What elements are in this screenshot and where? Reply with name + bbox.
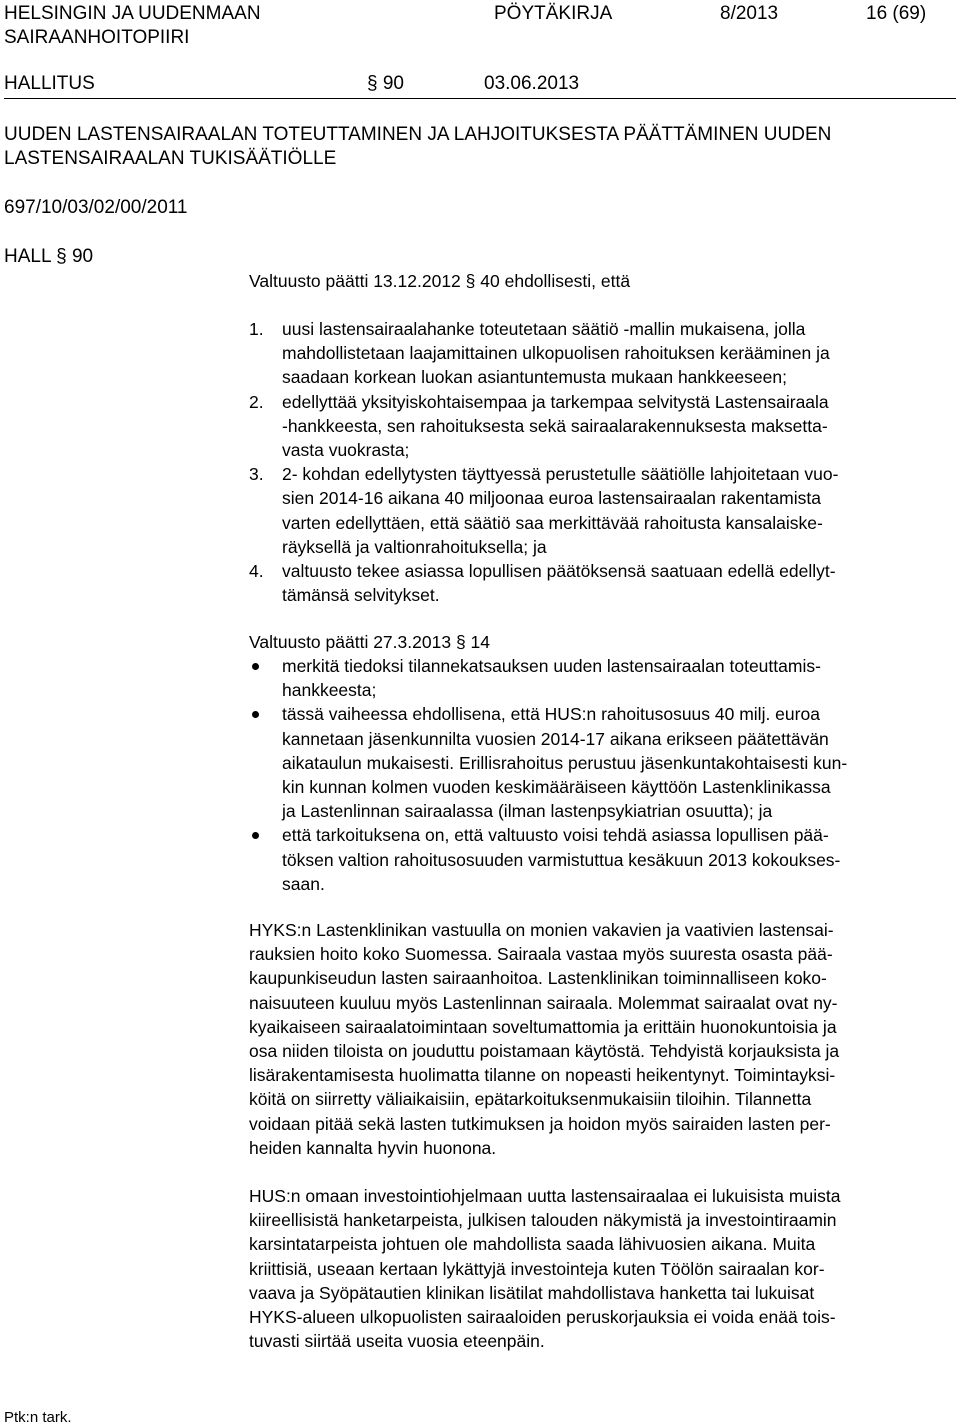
list-item bbox=[249, 823, 960, 896]
section-mark: § bbox=[367, 73, 378, 94]
list-item-text: valtuusto tekee asiassa lopullisen päätöksensä saatuaan edellä edellyt- tämänsä selvitykset. bbox=[282, 561, 836, 606]
organization-name-line2: SAIRAANHOITOPIIRI bbox=[4, 27, 190, 48]
list-item-text: 2- kohdan edellytysten täyttyessä perustetulle säätiölle lahjoitetaan vuo- sien 2014-16 aikana 40 miljoonaa euroa lastensairaalan rakentamista varten edellyttäen, että säätiö saa merkittävää rahoitusta kansalaiske- räyksellä ja valtionrahoituksella; ja bbox=[282, 464, 839, 557]
list-item-text: uusi lastensairaalahanke toteutetaan säätiö -mallin mukaisena, jolla mahdollistetaan laajamittainen ulkopuolisen rahoituksen kerääminen ja saadaan korkean luokan asiantuntemusta mukaan hankkeeseen; bbox=[282, 319, 830, 388]
decision2-intro-tail: 14 bbox=[470, 632, 491, 652]
list-item bbox=[249, 654, 960, 702]
body-name: HALLITUS bbox=[4, 73, 95, 94]
list-item-text: merkitä tiedoksi tilannekatsauksen uuden lastensairaalan toteuttamis- hankkeesta; bbox=[282, 656, 821, 701]
decision1-intro-tail: 40 ehdollisesti, että bbox=[480, 271, 631, 291]
matter-title-line2: LASTENSAIRAALAN TUKISÄÄTIÖLLE bbox=[4, 148, 337, 169]
decision2-section-mark: § bbox=[455, 632, 466, 652]
list-item-text: että tarkoituksena on, että valtuusto voisi tehdä asiassa lopullisen pää- töksen valtion rahoitusosuuden varmistuttua kesäkuun 2013 kokoukses- saan. bbox=[282, 825, 841, 894]
decision1-intro bbox=[249, 269, 630, 293]
list-item-number: 1. bbox=[249, 319, 264, 339]
section-heading bbox=[367, 72, 404, 96]
list-item-number: 4. bbox=[249, 561, 264, 582]
document-type: PÖYTÄKIRJA bbox=[494, 3, 613, 24]
matter-title-line1: UUDEN LASTENSAIRAALAN TOTEUTTAMINEN JA LAHJOITUKSESTA PÄÄTTÄMINEN UUDEN bbox=[4, 124, 832, 145]
decision2-intro bbox=[249, 630, 490, 654]
bullet-icon bbox=[252, 663, 259, 670]
paragraph-text: HUS:n omaan investointiohjelmaan uutta lastensairaalaa ei lukuisista muista kiireellisistä hanketarpeista, julkisen talouden näkymistä ja investointiraamin karsintatarpeista johtuen ole mahdollista saada lähivuosien aikana. Muita kriittisiä, useaan kertaan lykättyjä investointeja kuten Töölön sairaalan kor- vaava ja Syöpätautien klinikan lisätilat mahdollistava hanketta tai lukuisat HYKS-alueen ulkopuolisten sairaaloiden peruskorjauksia ei voida enää tois- tuvasti siirtää useita vuosia eteenpäin. bbox=[249, 1186, 841, 1352]
decision2-intro-text: Valtuusto päätti 27.3.2013 bbox=[249, 632, 452, 652]
header-rule bbox=[4, 98, 956, 99]
decision1-section-mark: § bbox=[465, 271, 476, 291]
list-item bbox=[249, 317, 960, 390]
preparation-body: HALL bbox=[4, 246, 51, 267]
page-number: 16 (69) bbox=[866, 3, 927, 24]
document-number: 8/2013 bbox=[720, 3, 779, 24]
reference-number: 697/10/03/02/00/2011 bbox=[4, 197, 188, 218]
preparation-label bbox=[4, 245, 93, 269]
section-number: 90 bbox=[382, 73, 404, 94]
footer-verification-label: Ptk:n tark. bbox=[4, 1409, 72, 1426]
preparation-number: 90 bbox=[71, 246, 94, 267]
organization-name-line1: HELSINGIN JA UUDENMAAN bbox=[4, 3, 261, 24]
meeting-date: 03.06.2013 bbox=[484, 73, 580, 94]
body-paragraph-1 bbox=[249, 918, 960, 1160]
list-item-number: 3. bbox=[249, 464, 264, 485]
paragraph-text: HYKS:n Lastenklinikan vastuulla on monien vakavien ja vaativien lastensai- rauksien hoito koko Suomessa. Sairaala vastaa myös suuresta osasta pää- kaupunkiseudun lasten sairaanhoitoa. Lastenklinikan toiminnalliseen koko- naisuuteen kuuluu myös Lastenlinnan sairaala. Molemmat sairaalat ovat ny- kyaikaiseen sairaalatoimintaan soveltumattomia ja erittäin huonokuntoisia ja osa niiden tiloista on jouduttu poistamaan käytöstä. Tehdyistä korjauksista ja lisärakentamisesta huolimatta tilanne on nopeasti heikentynyt. Toimintayksi- köitä on siirretty väliaikaisiin, epätarkoituksenmukaisiin tiloihin. Tilannetta voidaan pitää sekä lasten tutkimuksen ja hoidon myös sairaiden lasten per- heiden kannalta hyvin huonona. bbox=[249, 920, 840, 1158]
list-item bbox=[249, 702, 960, 823]
list-item-text: edellyttää yksityiskohtaisempaa ja tarkempaa selvitystä Lastensairaala -hankkeesta, sen rahoituksesta sekä sairaalarakennuksesta maksetta- vasta vuokrasta; bbox=[282, 391, 829, 461]
list-item bbox=[249, 559, 960, 607]
decision1-list bbox=[249, 317, 960, 607]
list-item bbox=[249, 462, 960, 559]
list-item bbox=[249, 390, 960, 463]
preparation-section-mark: § bbox=[56, 246, 67, 267]
list-item-text: tässä vaiheessa ehdollisena, että HUS:n rahoitusosuus 40 milj. euroa kannetaan jäsenkunnilta vuosien 2014-17 aikana erikseen päätettävän aikataulun mukaisesti. Erillisrahoitus perustuu jäsenkuntakohtaisesti kun- kin kunnan kolmen vuoden keskimääräiseen käyttöön Lastenklinikassa ja Lastenlinnan sairaalassa (ilman lastenpsykiatrian osuutta); ja bbox=[282, 704, 848, 822]
bullet-icon bbox=[252, 711, 259, 718]
list-item-number: 2. bbox=[249, 391, 264, 412]
decision1-intro-text: Valtuusto päätti 13.12.2012 bbox=[249, 271, 461, 291]
decision2-list bbox=[249, 654, 960, 896]
bullet-icon bbox=[252, 832, 259, 839]
body-paragraph-2 bbox=[249, 1184, 960, 1353]
